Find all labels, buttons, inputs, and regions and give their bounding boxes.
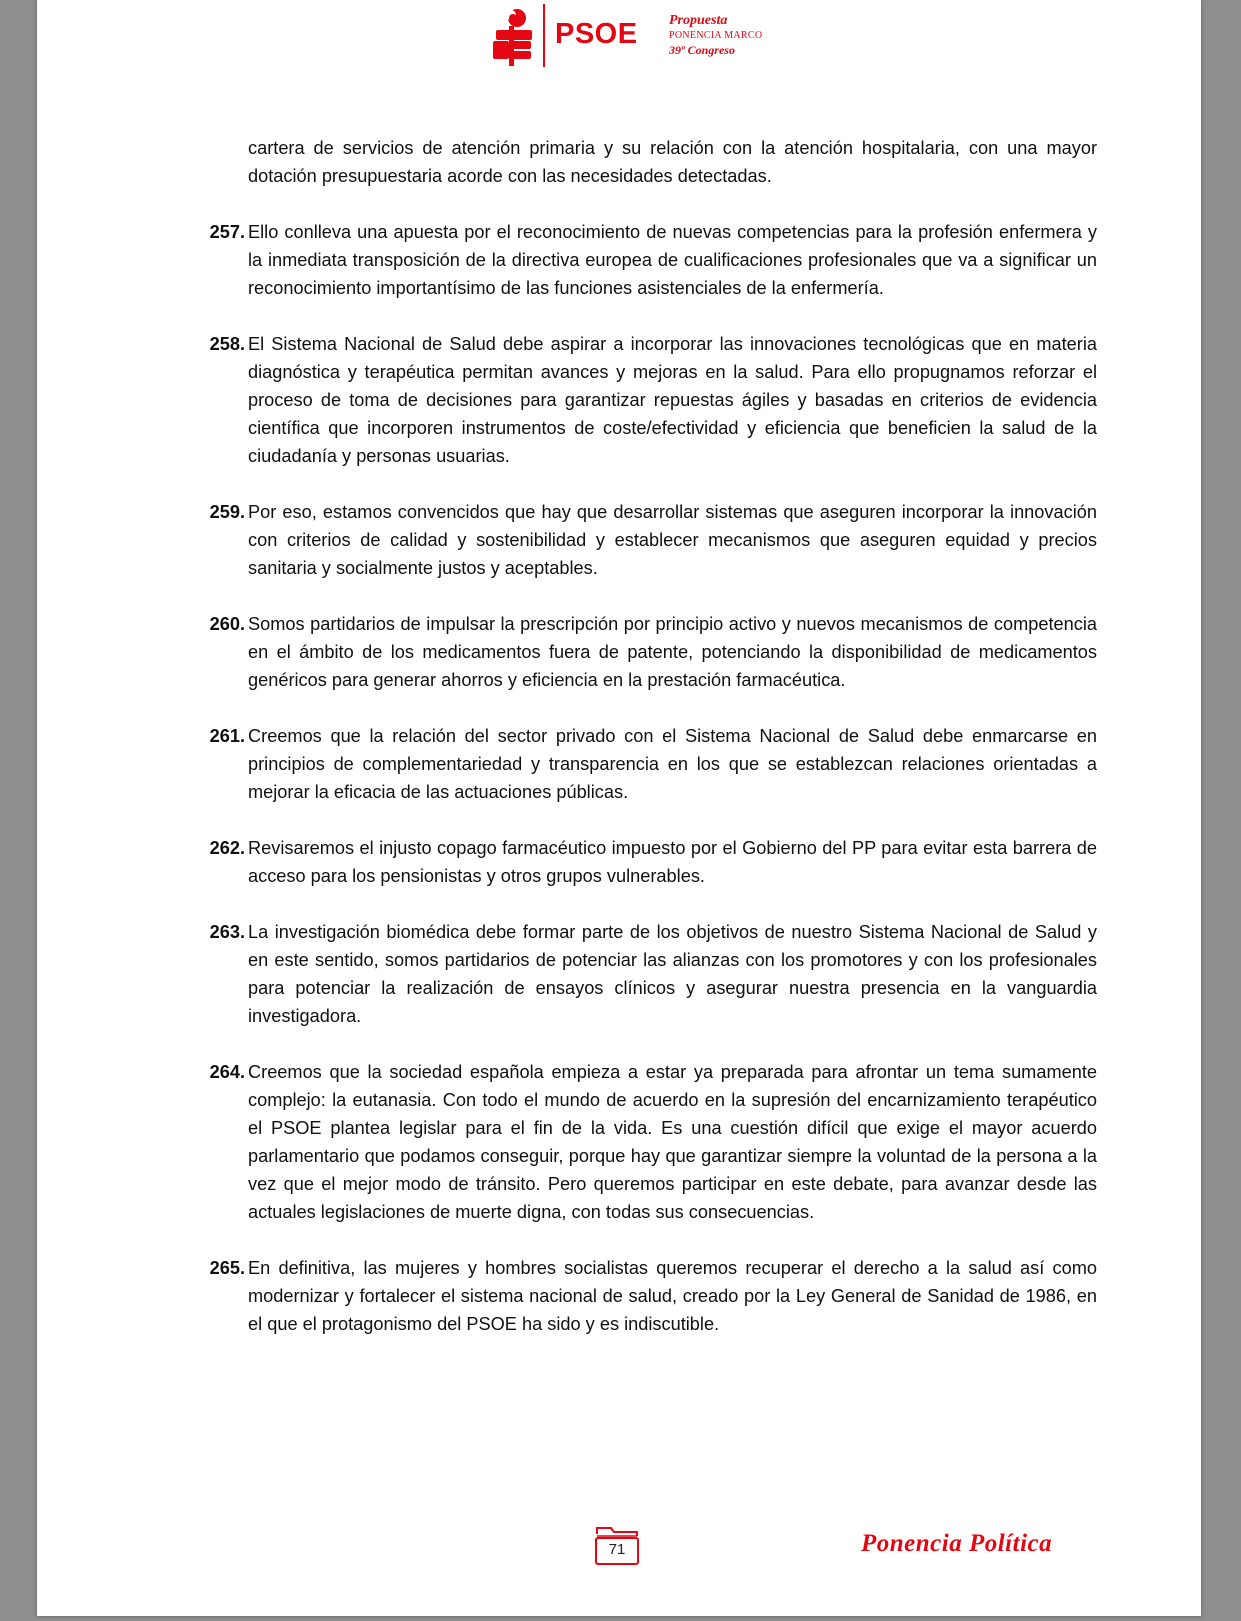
footer-title: Ponencia Política [861,1530,1053,1557]
header-line-2: PONENCIA MARCO [669,30,763,41]
paragraph-number: 261. [209,726,245,746]
paragraph-text: La investigación biomédica debe formar parte de los objetivos de nuestro Sistema Nacional de Salud y en este sentido, somos partidarios de potenciar las alianzas con los promotores y con los profesionales para potenciar la realización de ensayos clínicos y asegurar nuestra presencia en la vanguardia investigadora. [248,922,1097,1026]
paragraph-text: El Sistema Nacional de Salud debe aspirar a incorporar las innovaciones tecnológicas que en materia diagnóstica y terapéutica permitan avances y mejoras en la salud. Para ello propugnamos reforzar el proceso de toma de decisiones para garantizar repuestas ágiles y basadas en criterios de evidencia científica que incorporen instrumentos de coste/efectividad y eficiencia que beneficien la salud de la ciudadanía y personas usuarias. [248,334,1097,466]
paragraph [209,1058,1097,1226]
page-content [37,134,1201,1366]
paragraph [209,1254,1097,1338]
paragraph [209,610,1097,694]
paragraph [209,834,1097,890]
paragraph-number: 265. [209,1258,245,1278]
paragraph [209,218,1097,302]
document-page [37,0,1201,1616]
paragraph-number: 260. [209,614,245,634]
paragraph-number: 259. [209,502,245,522]
header-subtitle [669,13,762,58]
paragraph-number: 263. [209,922,245,942]
paragraph [209,918,1097,1030]
header-line-3: 39º Congreso [669,43,735,57]
psoe-rose-logo [489,6,537,66]
page-number: 71 [608,1541,626,1558]
paragraph-text: Creemos que la sociedad española empieza a estar ya preparada para afrontar un tema sumamente complejo: la eutanasia. Con todo el mundo de acuerdo en la supresión del encarnizamiento terapéutico el PSOE plantea legislar para el fin de la vida. Es una cuestión difícil que exige el mayor acuerdo parlamentario que podamos conseguir, porque hay que garantizar siempre la voluntad de la persona a la vez que el mejor modo de tránsito. Pero queremos participar en este debate, para avanzar desde las actuales legislaciones de muerte digna, con todas sus consecuencias. [248,1062,1097,1222]
paragraph-number: 264. [209,1062,245,1082]
paragraph-text: Revisaremos el injusto copago farmacéutico impuesto por el Gobierno del PP para evitar esta barrera de acceso para los pensionistas y otros grupos vulnerables. [248,838,1097,886]
header-line-1: Propuesta [669,13,728,28]
paragraph-text: cartera de servicios de atención primaria y su relación con la atención hospitalaria, con una mayor dotación presupuestaria acorde con las necesidades detectadas. [248,138,1097,186]
brand-name: PSOE [555,18,638,50]
paragraph-number: 258. [209,334,245,354]
paragraph [248,134,1097,190]
page-header [489,4,809,72]
paragraph [209,722,1097,806]
paragraph-text: En definitiva, las mujeres y hombres socialistas queremos recuperar el derecho a la salud así como modernizar y fortalecer el sistema nacional de salud, creado por la Ley General de Sanidad de 1986, en el que el protagonismo del PSOE ha sido y es indiscutible. [248,1258,1097,1334]
header-divider [543,4,545,67]
paragraph-text: Somos partidarios de impulsar la prescripción por principio activo y nuevos mecanismos de competencia en el ámbito de los medicamentos fuera de patente, potenciando la disponibilidad de medicamentos genéricos para generar ahorros y eficiencia en la prestación farmacéutica. [248,614,1097,690]
paragraph-text: Creemos que la relación del sector privado con el Sistema Nacional de Salud debe enmarcarse en principios de complementariedad y transparencia en los que se establezcan relaciones orientadas a mejorar la eficacia de las actuaciones públicas. [248,726,1097,802]
paragraph-number: 257. [209,222,245,242]
paragraph-text: Ello conlleva una apuesta por el reconocimiento de nuevas competencias para la profesión enfermera y la inmediata transposición de la directiva europea de cualificaciones profesionales que va a significar un reconocimiento importantísimo de las funciones asistenciales de la enfermería. [248,222,1097,298]
paragraph [209,498,1097,582]
paragraph-number: 262. [209,838,245,858]
paragraph [209,330,1097,470]
paragraph-text: Por eso, estamos convencidos que hay que desarrollar sistemas que aseguren incorporar la innovación con criterios de calidad y sostenibilidad y establecer mecanismos que aseguren equidad y precios sanitaria y socialmente justos y aceptables. [248,502,1097,578]
